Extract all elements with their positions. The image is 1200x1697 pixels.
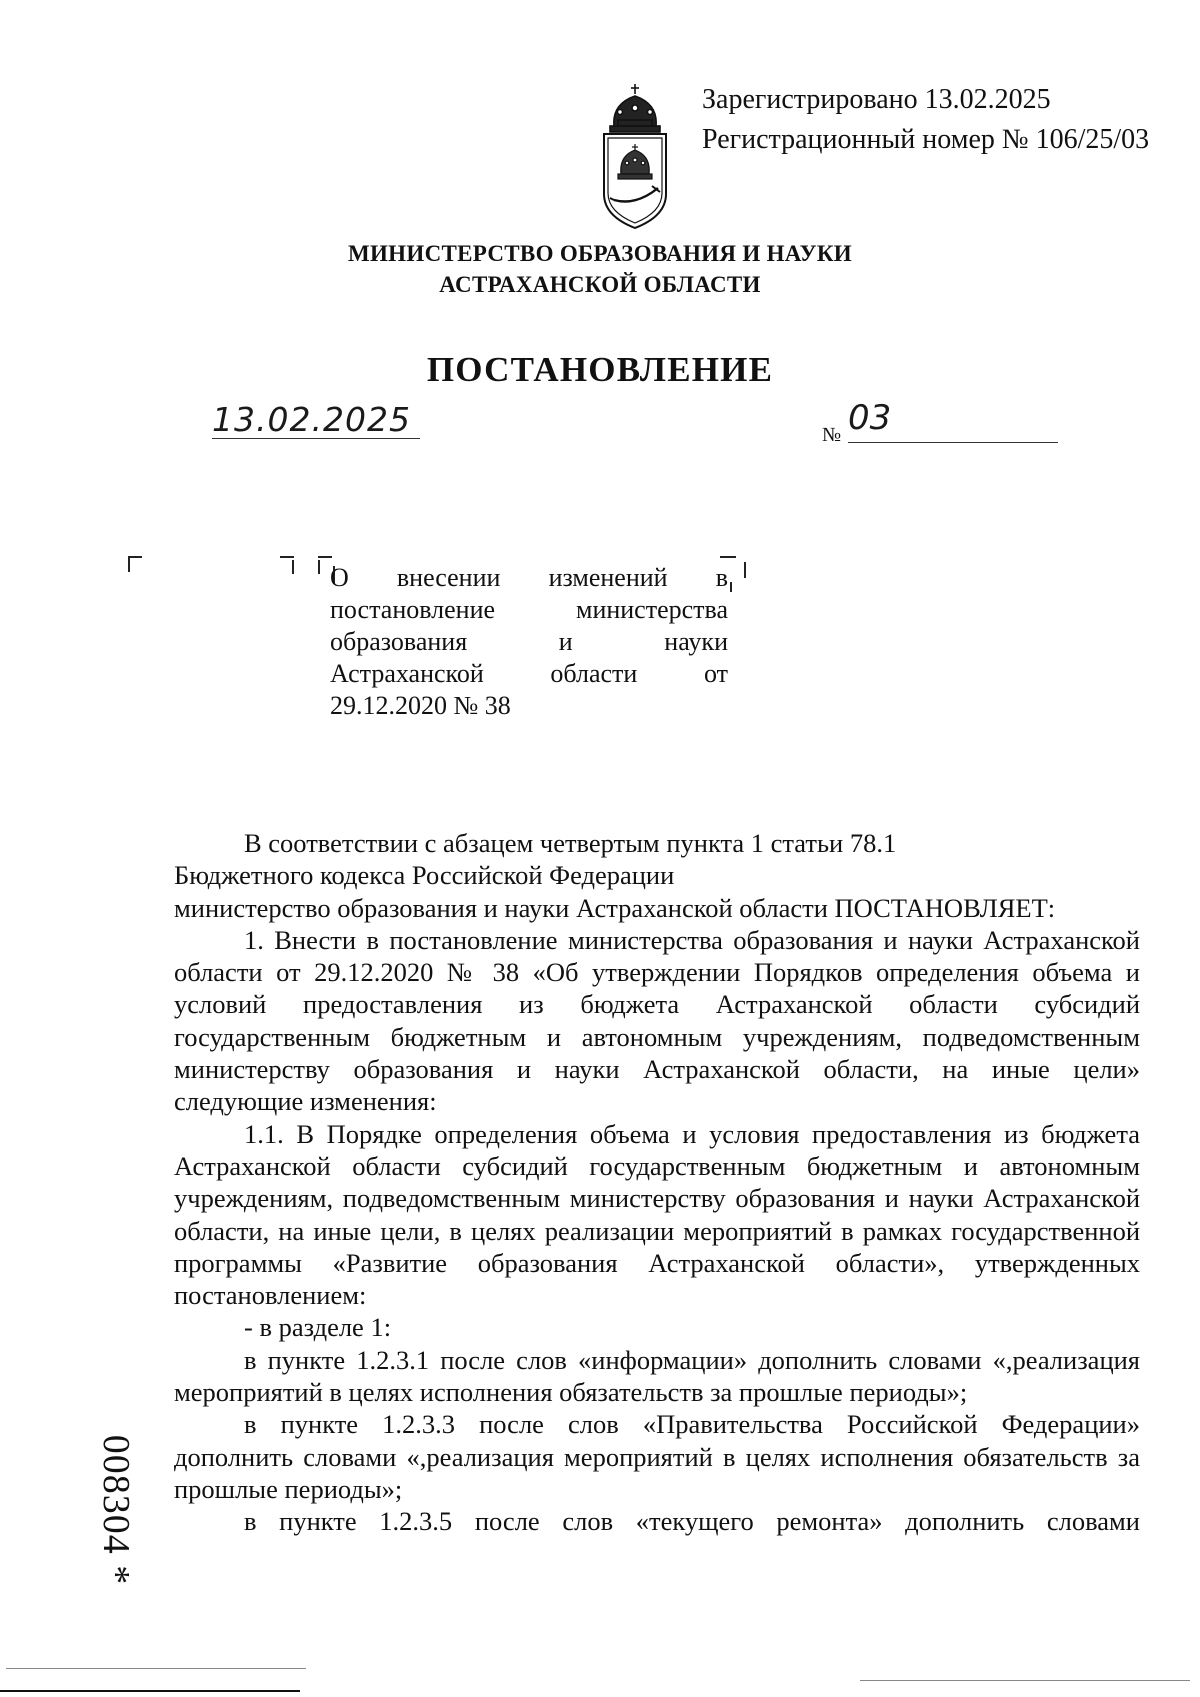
number-sign: № <box>822 424 842 446</box>
number-underline <box>848 442 1058 443</box>
paragraph-basis: В соответствии с абзацем четвертым пункта 1 статьи 78.1 Бюджетного кодекса Российской Федерации <box>174 828 897 891</box>
document-body <box>174 827 1140 1538</box>
document-type: ПОСТАНОВЛЕНИЕ <box>426 350 774 389</box>
registration-number: Регистрационный номер № 106/25/03 <box>702 124 1150 155</box>
date-underline <box>212 438 420 439</box>
paragraph-resolves: министерство образования и науки Астраханской области ПОСТАНОВЛЯЕТ: <box>174 892 1056 923</box>
coat-of-arms-icon <box>596 82 674 232</box>
ministry-name-line-2: АСТРАХАНСКОЙ ОБЛАСТИ <box>439 272 761 297</box>
ministry-name-line-1: МИНИСТЕРСТВО ОБРАЗОВАНИЯ И НАУКИ <box>347 241 852 266</box>
paragraph-item-1-1: 1.1. В Порядке определения объема и условия предоставления из бюджета Астраханской области субсидий государственным бюджетным и автономным учреждениям, подведомственным министерству образования и науки Астраханской области, на иные цели, в целях реализации мероприятий в рамках государственной программы «Развитие образования Астраханской области», утвержденных постановлением: <box>174 1118 1140 1311</box>
document-subject <box>330 562 728 722</box>
registration-date: Зарегистрировано 13.02.2025 <box>702 84 1051 115</box>
document-number: 03 <box>848 398 892 438</box>
paragraph-point-1-2-3-3: в пункте 1.2.3.3 после слов «Правительства Российской Федерации» дополнить словами «,реализация мероприятий в целях исполнения обязательств за прошлые периоды»; <box>174 1409 1140 1504</box>
subject-line-1: О внесении изменений в <box>330 563 728 592</box>
subject-line-2: постановление министерства <box>330 595 728 624</box>
paragraph-item-1: 1. Внести в постановление министерства образования и науки Астраханской области от 29.12.2020 № 38 «Об утверждении Порядков определения объема и условий предоставления из бюджета Астраханской области субсидий государственным бюджетным и автономным учреждениям, подведомственным министерству образования и науки Астраханской области, на иные цели» следующие изменения: <box>174 924 1140 1117</box>
subject-line-3: образования и науки <box>330 627 728 656</box>
subject-line-4: Астраханской области от <box>330 659 728 688</box>
ministry-name <box>0 238 1200 300</box>
paragraph-point-1-2-3-1: в пункте 1.2.3.1 после слов «информации» дополнить словами «,реализация мероприятий в целях исполнения обязательств за прошлые периоды»; <box>174 1344 1140 1408</box>
paragraph-section-1: - в разделе 1: <box>244 1312 392 1343</box>
subject-line-5: 29.12.2020 № 38 <box>330 691 511 720</box>
paragraph-point-1-2-3-5: в пункте 1.2.3.5 после слов «текущего ремонта» дополнить словами <box>244 1506 1140 1537</box>
side-code: 008304 * <box>95 1434 137 1586</box>
registration-stamp <box>702 80 1149 160</box>
document-date: 13.02.2025 <box>212 400 411 439</box>
